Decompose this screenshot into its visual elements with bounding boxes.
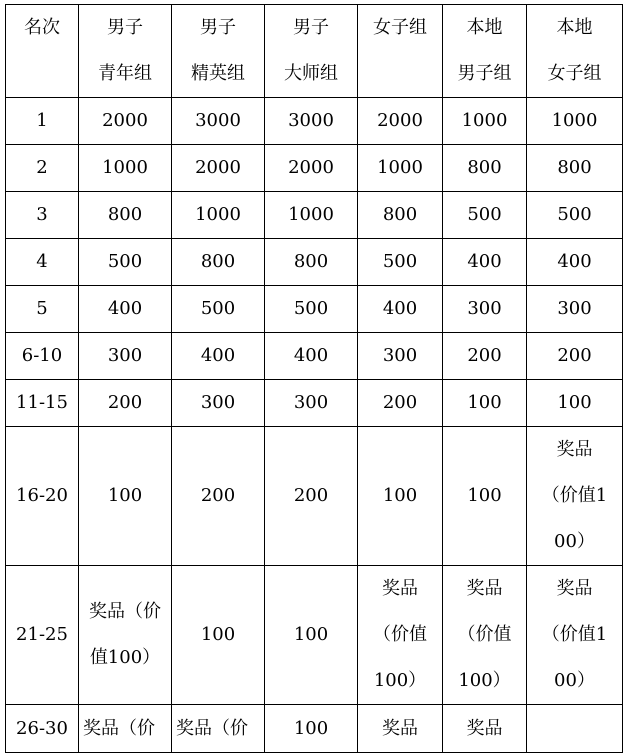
header-cell-local-women	[527, 5, 623, 98]
prize-cell: 1000	[265, 192, 358, 239]
prize-cell: 100	[79, 427, 172, 566]
header-line: 女子组	[547, 63, 602, 84]
prize-cell: 奖品（价值100）	[358, 566, 443, 705]
prize-cell: 2000	[358, 98, 443, 145]
header-line: 本地	[556, 17, 593, 38]
prize-table	[5, 4, 623, 753]
prize-cell: 1000	[358, 145, 443, 192]
table-row	[6, 98, 623, 145]
header-line: 男子组	[457, 63, 512, 84]
table-row	[6, 333, 623, 380]
prize-cell: 奖品（价	[79, 705, 172, 753]
prize-cell: 500	[358, 239, 443, 286]
prize-cell: 3000	[172, 98, 265, 145]
prize-cell: 100	[443, 427, 527, 566]
prize-cell: 1000	[79, 145, 172, 192]
prize-cell: 200	[527, 333, 623, 380]
prize-cell: 1000	[443, 98, 527, 145]
prize-cell: 100	[527, 380, 623, 427]
prize-cell: 800	[358, 192, 443, 239]
rank-cell: 21-25	[6, 566, 79, 705]
prize-cell: 3000	[265, 98, 358, 145]
prize-cell: 500	[79, 239, 172, 286]
prize-cell: 400	[443, 239, 527, 286]
rank-cell: 6-10	[6, 333, 79, 380]
header-line: 本地	[466, 17, 503, 38]
header-line: 女子组	[373, 17, 427, 38]
prize-cell: 400	[265, 333, 358, 380]
header-line: 精英组	[191, 63, 245, 84]
table-row	[6, 566, 623, 705]
header-line: 男子	[293, 17, 329, 38]
prize-cell: 奖品（价值100）	[79, 566, 172, 705]
rank-cell: 1	[6, 98, 79, 145]
prize-cell: 100	[172, 566, 265, 705]
rank-cell: 3	[6, 192, 79, 239]
prize-cell: 1000	[527, 98, 623, 145]
header-line: 男子	[107, 17, 143, 38]
prize-cell: 500	[527, 192, 623, 239]
prize-cell: 100	[358, 427, 443, 566]
prize-cell: 800	[527, 145, 623, 192]
prize-cell: 奖品	[443, 705, 527, 753]
prize-cell: 200	[358, 380, 443, 427]
prize-cell: 300	[265, 380, 358, 427]
rank-cell: 11-15	[6, 380, 79, 427]
prize-cell: 200	[172, 427, 265, 566]
prize-cell: 2000	[79, 98, 172, 145]
prize-cell: 800	[79, 192, 172, 239]
prize-cell: 200	[79, 380, 172, 427]
prize-cell: 1000	[172, 192, 265, 239]
table-row	[6, 239, 623, 286]
header-cell-local-men	[443, 5, 527, 98]
prize-cell: 奖品（价	[172, 705, 265, 753]
prize-cell: 800	[265, 239, 358, 286]
header-line: 大师组	[284, 63, 338, 84]
prize-cell: 奖品（价值100）	[527, 427, 623, 566]
prize-cell: 100	[265, 705, 358, 753]
prize-cell: 300	[358, 333, 443, 380]
prize-cell: 500	[443, 192, 527, 239]
prize-cell: 500	[172, 286, 265, 333]
table-row	[6, 145, 623, 192]
header-row	[6, 5, 623, 98]
prize-cell: 400	[527, 239, 623, 286]
prize-cell: 500	[265, 286, 358, 333]
header-cell-rank	[6, 5, 79, 98]
table-row	[6, 427, 623, 566]
prize-cell: 200	[265, 427, 358, 566]
prize-cell: 2000	[265, 145, 358, 192]
header-cell-women	[358, 5, 443, 98]
prize-cell: 300	[527, 286, 623, 333]
prize-cell: 2000	[172, 145, 265, 192]
rank-cell: 2	[6, 145, 79, 192]
prize-cell: 300	[79, 333, 172, 380]
header-line: 青年组	[98, 63, 152, 84]
prize-cell: 200	[443, 333, 527, 380]
table-row	[6, 192, 623, 239]
rank-cell: 26-30	[6, 705, 79, 753]
rank-cell: 4	[6, 239, 79, 286]
prize-cell: 奖品（价值100）	[443, 566, 527, 705]
prize-cell	[527, 705, 623, 753]
prize-cell: 奖品	[358, 705, 443, 753]
header-line: 男子	[200, 17, 236, 38]
prize-cell: 100	[443, 380, 527, 427]
prize-cell: 400	[79, 286, 172, 333]
prize-cell: 800	[443, 145, 527, 192]
header-cell-youth	[79, 5, 172, 98]
table-row	[6, 286, 623, 333]
rank-cell: 5	[6, 286, 79, 333]
prize-cell: 800	[172, 239, 265, 286]
header-cell-master	[265, 5, 358, 98]
prize-cell: 400	[358, 286, 443, 333]
prize-cell: 300	[172, 380, 265, 427]
prize-cell: 400	[172, 333, 265, 380]
prize-cell: 300	[443, 286, 527, 333]
table-row	[6, 380, 623, 427]
prize-cell: 奖品（价值100）	[527, 566, 623, 705]
header-line: 名次	[24, 17, 60, 38]
table-row	[6, 705, 623, 753]
header-cell-elite	[172, 5, 265, 98]
prize-cell: 100	[265, 566, 358, 705]
rank-cell: 16-20	[6, 427, 79, 566]
